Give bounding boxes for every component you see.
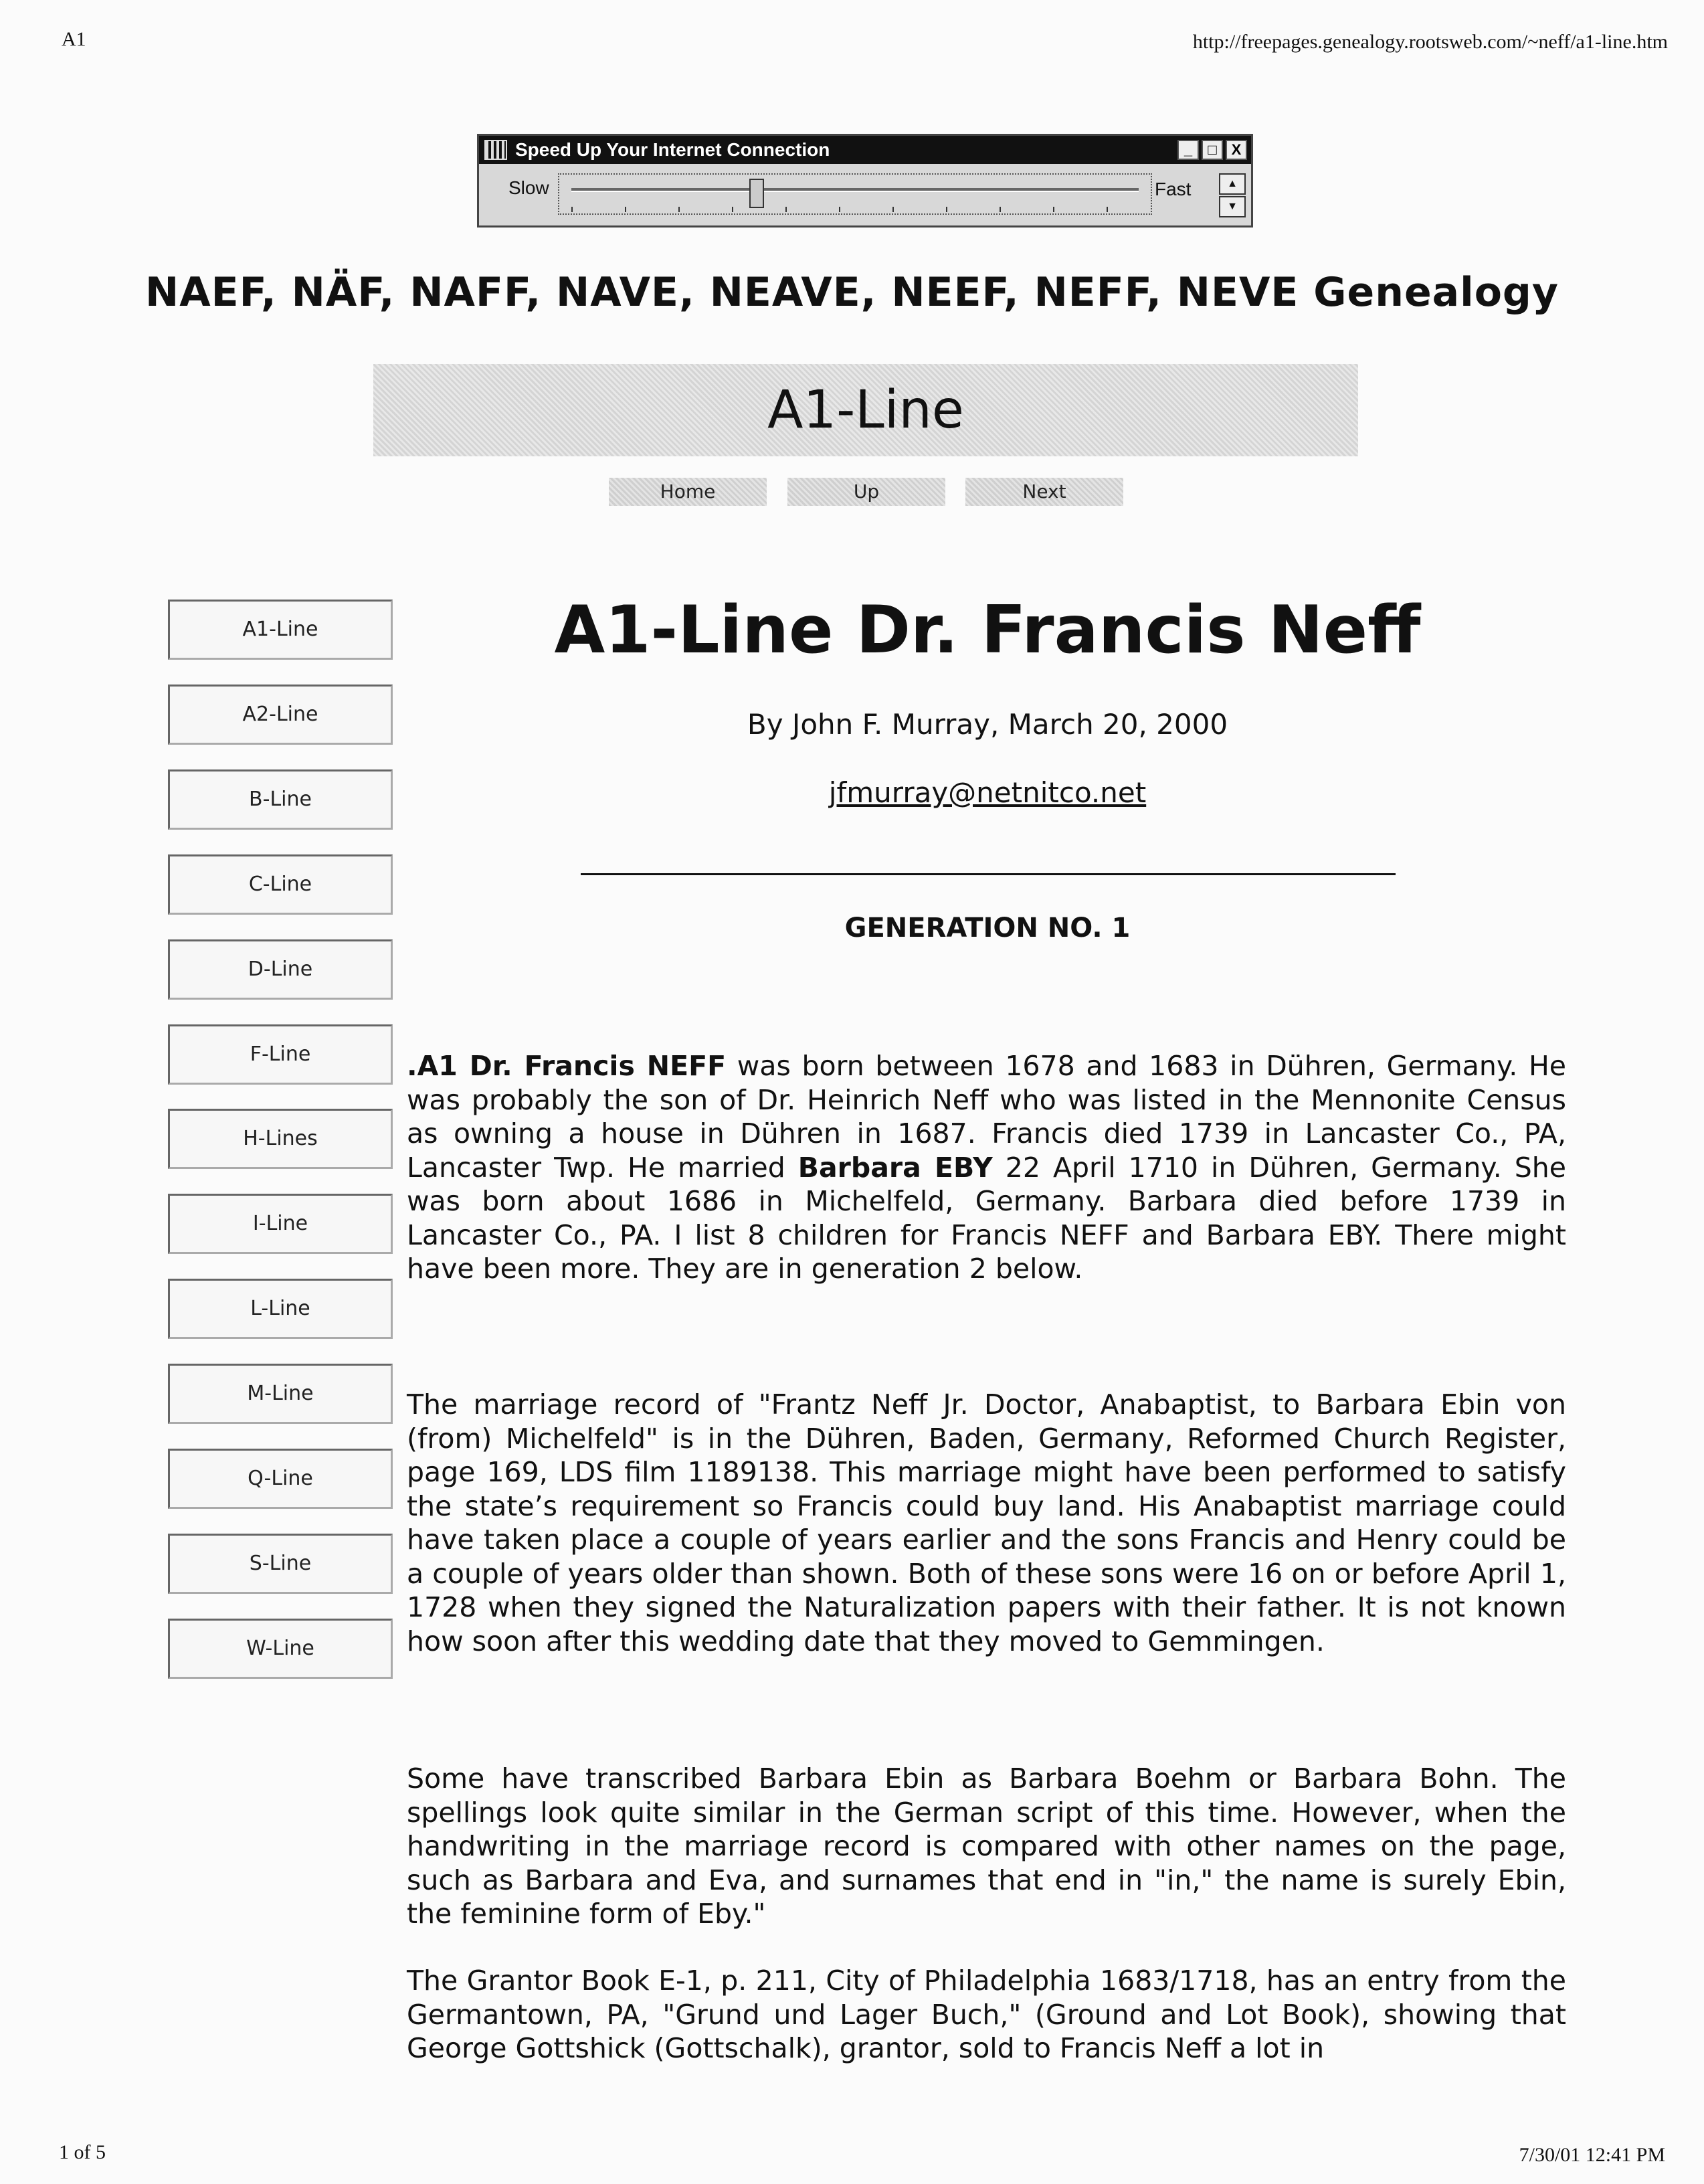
sidebar-item-f-line[interactable]: F-Line (168, 1024, 393, 1085)
maximize-button[interactable]: □ (1202, 140, 1223, 160)
speed-slider[interactable] (558, 173, 1152, 215)
sidebar-item-i-line[interactable]: I-Line (168, 1194, 393, 1254)
paragraph-1 (407, 1049, 1566, 1286)
generation-heading: GENERATION NO. 1 (844, 913, 1131, 943)
byline: By John F. Murray, March 20, 2000 (747, 708, 1228, 741)
paragraph-2: The marriage record of "Frantz Neff Jr. Doctor, Anabaptist, to Barbara Ebin von (from) Michelfeld" is in the Dühren, Baden, Germany, Reformed Church Register, page 169, LDS film 1189138. This marriage might have been performed to satisfy the state’s requirement so Francis could buy land. His Anabaptist marriage could have taken place a couple of years earlier and the sons Francis and Henry could be a couple of years older than shown. Both of these sons were 16 on or before April 1, 1728 when they signed the Naturalization papers with their father. It is not known how soon after this wedding date that they moved to Gemmingen. (407, 1388, 1566, 1657)
ad-window-title: Speed Up Your Internet Connection (515, 139, 830, 160)
close-button[interactable]: X (1226, 140, 1247, 160)
print-header-url: http://freepages.genealogy.rootsweb.com/~neff/a1-line.htm (1192, 31, 1668, 53)
sidebar-item-w-line[interactable]: W-Line (168, 1619, 393, 1679)
page-title: A1-Line Dr. Francis Neff (554, 592, 1421, 668)
sidebar-item-d-line[interactable]: D-Line (168, 939, 393, 1000)
sidebar-item-s-line[interactable]: S-Line (168, 1534, 393, 1594)
site-title: NAEF, NÄF, NAFF, NAVE, NEAVE, NEEF, NEFF, NEVE Genealogy (145, 269, 1559, 316)
spouse-name: Barbara EBY (797, 1151, 993, 1184)
slider-thumb[interactable] (749, 179, 764, 208)
arrow-up-icon[interactable]: ▲ (1219, 173, 1246, 195)
sidebar-item-b-line[interactable]: B-Line (168, 769, 393, 830)
sidebar-item-m-line[interactable]: M-Line (168, 1364, 393, 1424)
print-header-page-label: A1 (62, 28, 86, 50)
spin-buttons[interactable] (1219, 173, 1246, 217)
paragraph-text: was born between 1678 and 1683 in Dühren, Germany. He was probably the son of Dr. Heinrich Neff who was listed in the Mennonite Census as owning a house in Dühren in 1687. Francis died 1739 in Lancaster Co., PA, Lancaster Twp. He married (407, 1050, 1566, 1184)
nav-next-button[interactable]: Next (965, 478, 1123, 506)
sidebar-item-a2-line[interactable]: A2-Line (168, 685, 393, 745)
sidebar-item-q-line[interactable]: Q-Line (168, 1449, 393, 1509)
nav-up-button[interactable]: Up (787, 478, 945, 506)
line-banner: A1-Line (373, 364, 1358, 456)
slider-ticks (571, 207, 1139, 212)
print-footer-timestamp: 7/30/01 12:41 PM (1519, 2144, 1665, 2166)
print-footer-page-count: 1 of 5 (59, 2141, 106, 2163)
slider-track (571, 188, 1139, 192)
paragraph-text: 22 April 1710 in Dühren, Germany. She was born about 1686 in Michelfeld, Germany. Barbara died before 1739 in Lancaster Co., PA. I list 8 children for Francis NEFF and Barbara EBY. There might have been more. They are in generation 2 below. (407, 1151, 1567, 1285)
arrow-down-icon[interactable]: ▼ (1219, 196, 1246, 217)
slow-label: Slow (508, 177, 549, 198)
ad-window[interactable] (477, 134, 1253, 227)
sidebar-item-c-line[interactable]: C-Line (168, 854, 393, 915)
person-name: .A1 Dr. Francis NEFF (407, 1050, 727, 1082)
paragraph-4: The Grantor Book E-1, p. 211, City of Philadelphia 1683/1718, has an entry from the Germantown, PA, "Grund und Lager Buch," (Ground and Lot Book), showing that George Gottshick (Gottschalk), grantor, sold to Francis Neff a lot in (407, 1965, 1566, 2064)
network-icon (484, 140, 507, 160)
ad-window-titlebar (479, 136, 1251, 164)
email-link[interactable]: jfmurray@netnitco.net (828, 776, 1147, 809)
author-email (408, 776, 1567, 809)
sidebar-item-l-line[interactable]: L-Line (168, 1279, 393, 1339)
fast-label: Fast (1155, 179, 1192, 199)
nav-home-button[interactable]: Home (609, 478, 767, 506)
sidebar-item-h-lines[interactable]: H-Lines (168, 1109, 393, 1169)
paragraph-3: Some have transcribed Barbara Ebin as Barbara Boehm or Barbara Bohn. The spellings look quite similar in the German script of this time. However, when the handwriting in the marriage record is compared with other names on the page, such as Barbara and Eva, and surnames that end in "in," the name is surely Ebin, the feminine form of Eby." (407, 1762, 1566, 1930)
divider (581, 873, 1396, 875)
sidebar-item-a1-line[interactable]: A1-Line (168, 600, 393, 660)
minimize-button[interactable]: _ (1177, 140, 1199, 160)
